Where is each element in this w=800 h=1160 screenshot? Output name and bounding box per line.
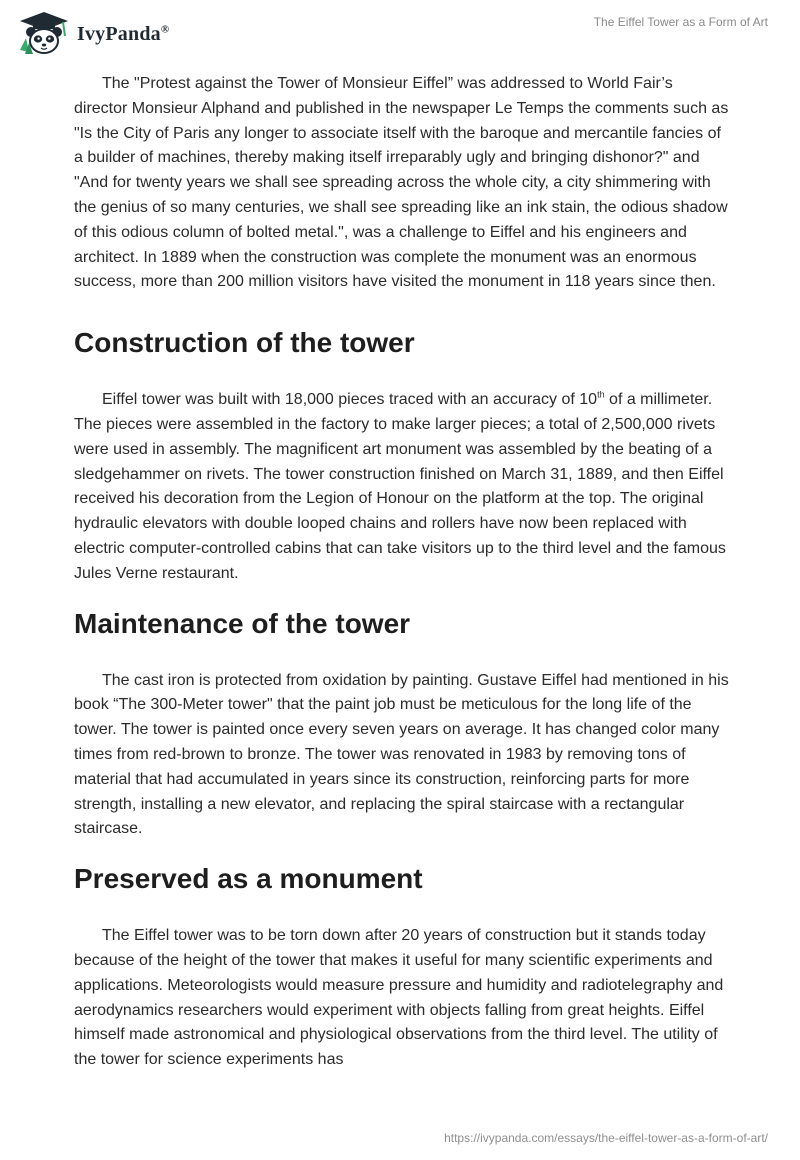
panda-graduate-icon [16,10,72,56]
maintenance-heading: Maintenance of the tower [74,607,411,639]
registered-mark: ® [160,22,170,35]
ivypanda-logo[interactable] [16,10,169,56]
brand-name: IvyPanda® [77,22,170,45]
intro-paragraph: The "Protest against the Tower of Monsieur Eiffel” was addressed to World Fair’s director Monsieur Alphand and published in the newspaper Le Temps the comments such as "Is the City of Paris any longer to associate itself with the baroque and mercantile fancies of a builder of machines, thereby making itself irreparably ugly and bringing dishonor?" and "And for twenty years we shall see spreading across the whole city, a city shimmering with the genius of so many centuries, we shall see spreading like an ink stain, the odious shadow of this odious column of bolted metal.", was a challenge to Eiffel and his engineers and architect. In 1889 when the construction was complete the monument was an enormous success, more than 200 million visitors have visited the monument in 118 years since then. [74,75,729,291]
preserved-paragraph: The Eiffel tower was to be torn down after 20 years of construction but it stands today because of the height of the tower that makes it useful for many scientific experiments and applications. Meteorologists would measure pressure and humidity and radiotelegraphy and aerodynamics researchers would experiment with objects falling from great heights. Eiffel himself made astronomical and physiological observations from the third level. The utility of the tower for science experiments has [74,927,724,1069]
document-title: The Eiffel Tower as a Form of Art [593,15,768,29]
construction-paragraph: Eiffel tower was built with 18,000 pieces traced with an accuracy of 10th of a millimeter. The pieces were assembled in the factory to make larger pieces; a total of 2,500,000 rivets were used in assembly. The magnificent art monument was assembled by the beating of a sledgehammer on rivets. The tower construction finished on March 31, 1889, and then Eiffel received his decoration from the Legion of Honour on the platform at the top. The original hydraulic elevators with double looped chains and rollers have now been replaced with electric computer-controlled cabins that can take visitors up to the third level and the famous Jules Verne restaurant. [74,389,726,582]
superscript-th: th [597,389,605,400]
maintenance-paragraph: The cast iron is protected from oxidation by painting. Gustave Eiffel had mentioned in his book “The 300-Meter tower" that the paint job must be meticulous for the long life of the tower. The tower is painted once every seven years on average. It has changed color many times from red-brown to bronze. The tower was renovated in 1983 by removing tons of material that had accumulated in years since its construction, reinforcing parts for more strength, installing a new elevator, and replacing the spiral staircase with a rectangular staircase. [74,671,729,838]
source-url[interactable]: https://ivypanda.com/essays/the-eiffel-tower-as-a-form-of-art/ [444,1131,768,1145]
construction-heading: Construction of the tower [74,327,415,359]
essay-content [74,72,730,1073]
preserved-heading: Preserved as a monument [74,863,423,895]
page-header [0,0,800,62]
